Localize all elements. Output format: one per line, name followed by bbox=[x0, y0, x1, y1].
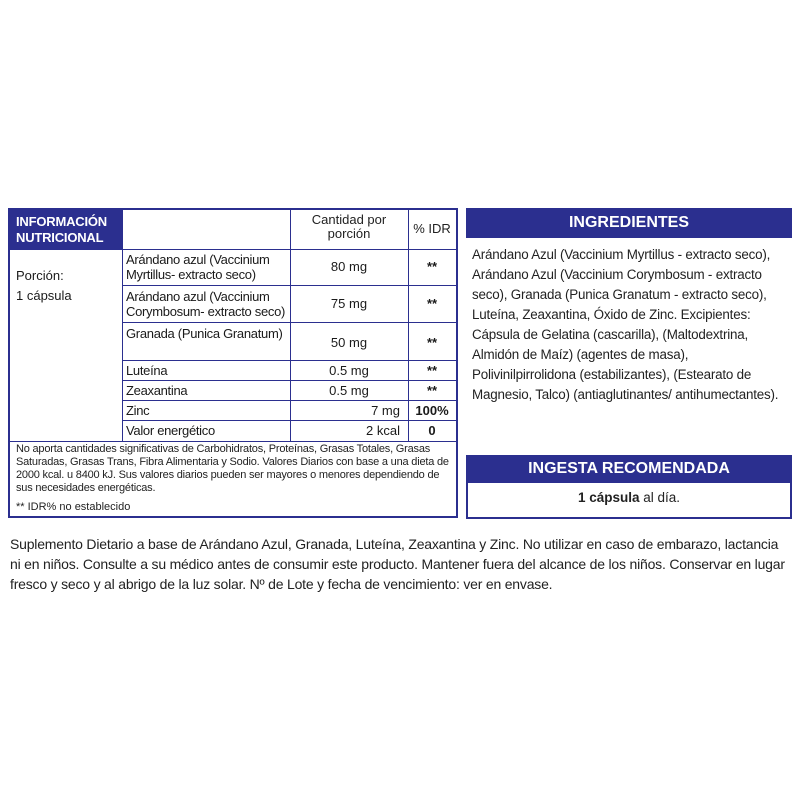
nutrient-name: Valor energético bbox=[126, 423, 215, 438]
divider bbox=[122, 360, 456, 361]
nutrient-name: Zinc bbox=[126, 403, 150, 418]
dosage-suffix: al día. bbox=[643, 490, 681, 505]
portion-value: 1 cápsula bbox=[16, 288, 72, 303]
ingredients-text: Arándano Azul (Vaccinium Myrtillus - extracto seco), Arándano Azul (Vaccinium Corymbosum - extracto seco), Granada (Punica Granatum - extracto seco), Luteína, Zeaxantina, Óxido de Zinc. Excipientes: Cápsula de Gelatina (cascarilla), (Maltodextrina, Almidón de Maíz) (agentes de masa), Polivinilpirrolidona (estabilizantes), (Estearato de Magnesio, Talco) (antiaglutinantes/ antihumectantes). bbox=[472, 247, 779, 402]
nutrient-amount: 0.5 mg bbox=[329, 383, 369, 398]
divider bbox=[122, 322, 456, 323]
nutrient-name: Zeaxantina bbox=[126, 383, 188, 398]
portion-label: Porción: bbox=[16, 268, 64, 283]
nutrient-amount: 80 mg bbox=[330, 259, 368, 274]
column-header-amount: Cantidad por porción bbox=[311, 212, 387, 241]
nutrient-idr: 100% bbox=[415, 403, 449, 418]
disclaimer-text: Suplemento Dietario a base de Arándano Azul, Granada, Luteína, Zeaxantina y Zinc. No utilizar en caso de embarazo, lactancia ni en niños. Consulte a su médico antes de consumir este producto. Mantener fuera del alcance de los niños. Conservar en lugar fresco y seco y al abrigo de la luz solar. Nº de Lote y fecha de vencimiento: ver en envase. bbox=[10, 536, 785, 592]
divider bbox=[122, 249, 456, 250]
nutrient-name: Arándano azul (Vaccinium Corymbosum- extracto seco) bbox=[126, 289, 286, 319]
portion-info bbox=[16, 266, 120, 306]
nutrient-amount: 7 mg bbox=[371, 403, 400, 418]
nutrition-footnote: No aporta cantidades significativas de Carbohidratos, Proteínas, Grasas Totales, Grasas Saturadas, Grasas Trans, Fibra Alimentaria y Sodio. Valores Diarios con base a una dieta de 2000 kcal. u 8400 kJ. Sus valores diarios pueden ser mayores o menores dependiendo de sus necesidades energéticas. bbox=[16, 443, 449, 494]
nutrient-idr: ** bbox=[426, 296, 438, 311]
divider bbox=[10, 441, 456, 442]
nutrient-idr: ** bbox=[426, 383, 438, 398]
nutrient-amount: 75 mg bbox=[330, 296, 368, 311]
divider bbox=[122, 285, 456, 286]
dosage-amount: 1 cápsula bbox=[577, 490, 640, 505]
divider bbox=[122, 380, 456, 381]
nutrient-amount: 0.5 mg bbox=[329, 363, 369, 378]
nutrient-amount: 2 kcal bbox=[366, 423, 400, 438]
divider bbox=[122, 420, 456, 421]
nutrient-idr: ** bbox=[426, 259, 438, 274]
nutrition-header: INFORMACIÓN NUTRICIONAL bbox=[10, 210, 122, 250]
nutrition-table bbox=[8, 208, 458, 518]
ingredients-title: INGREDIENTES bbox=[466, 208, 792, 238]
idr-footnote: ** IDR% no establecido bbox=[16, 501, 131, 513]
nutrient-idr: ** bbox=[426, 335, 438, 350]
nutrient-amount: 50 mg bbox=[330, 335, 368, 350]
nutrient-name: Granada (Punica Granatum) bbox=[126, 326, 283, 341]
column-header-idr: % IDR bbox=[413, 221, 451, 236]
dosage-text bbox=[466, 490, 792, 505]
nutrient-name: Arándano azul (Vaccinium Myrtillus- extracto seco) bbox=[126, 252, 270, 282]
divider bbox=[122, 210, 123, 441]
nutrient-name: Luteína bbox=[126, 363, 168, 378]
nutrient-idr: 0 bbox=[428, 423, 436, 438]
nutrient-idr: ** bbox=[426, 363, 438, 378]
dosage-title: INGESTA RECOMENDADA bbox=[466, 455, 792, 483]
divider bbox=[122, 400, 456, 401]
